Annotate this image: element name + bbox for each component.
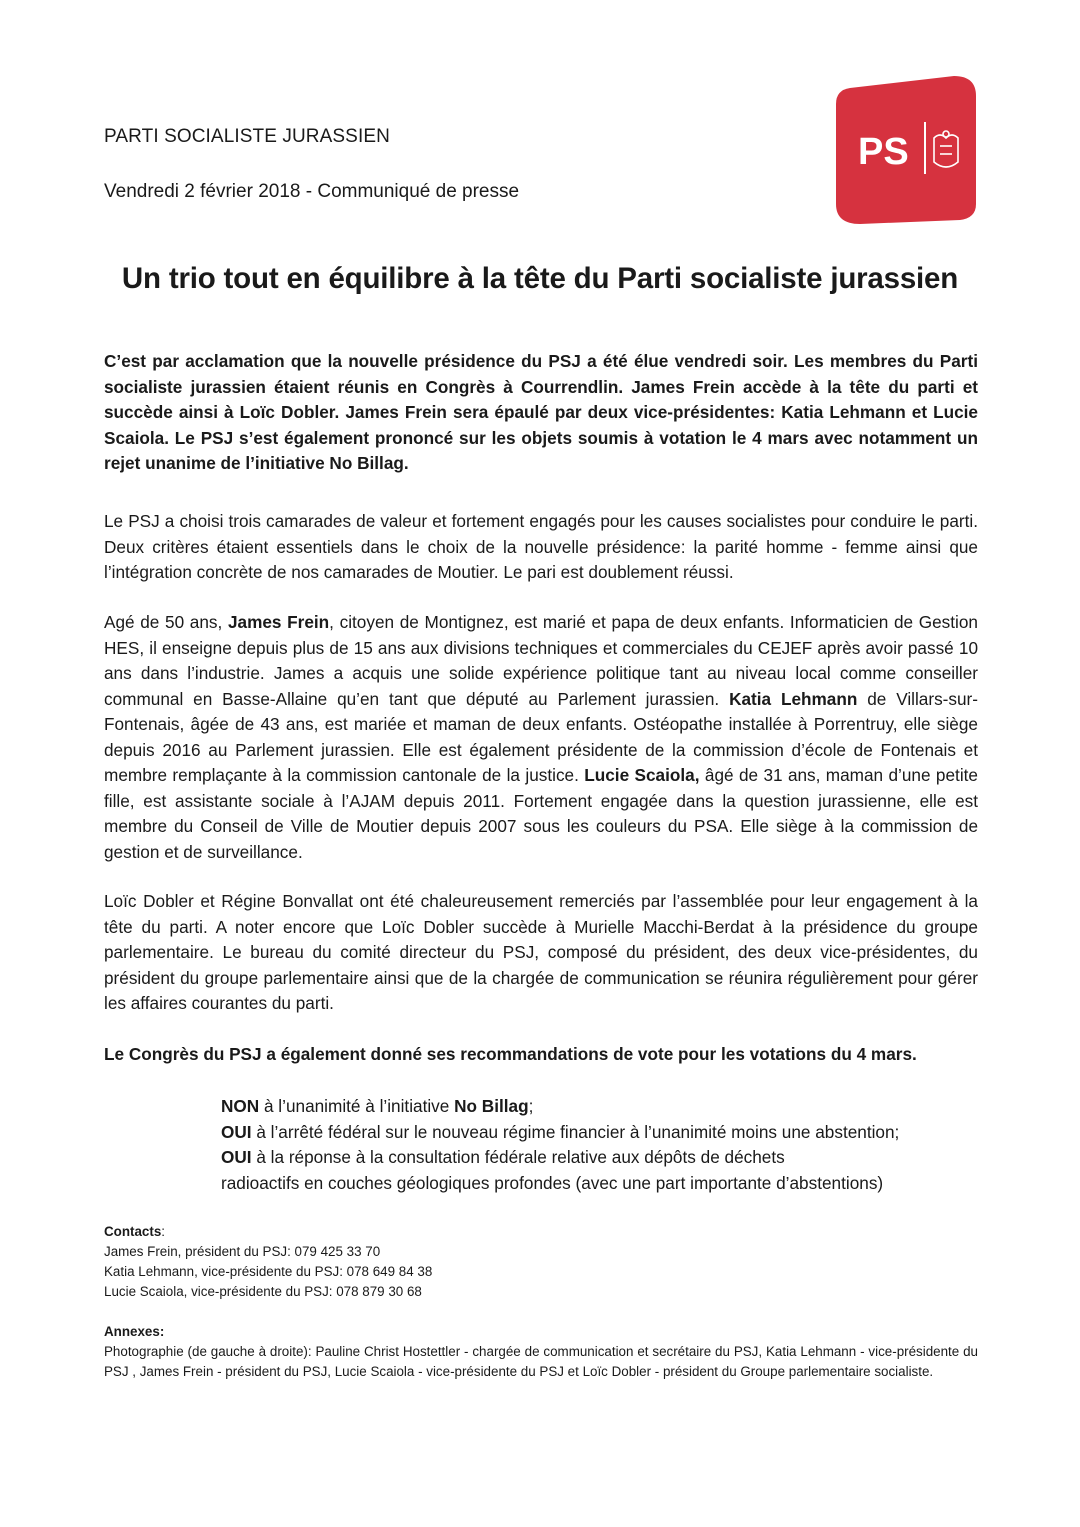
annexes-heading-label: Annexes:: [104, 1324, 165, 1339]
bio-text: , citoyen de Montignez, est marié et papa de deux enfants. Informaticien de Gestion HES, il enseigne depuis plus de 15 ans aux divisions techniques et commerciales du CEJEF après avoir passé 10 ans dans l’industrie. James a acquis une solide expérience politique tant au niveau local comme conseiller communal en Basse-Allaine qu’en tant que député au Parlement jurassien.: [104, 612, 978, 709]
bio-text: Agé de 50 ans,: [104, 612, 228, 632]
lead-paragraph: C’est par acclamation que la nouvelle présidence du PSJ a été élue vendredi soir. Les membres du Parti socialiste jurassien étaient réunis en Congrès à Courrendlin. James Frein accède à la tête du parti et succède ainsi à Loïc Dobler. James Frein sera épaulé par deux vice-présidentes: Katia Lehmann et Lucie Scaiola. Le PSJ s’est également prononcé sur les objets soumis à votation le 4 mars avec notamment un rejet unanime de l’initiative No Billag.: [104, 351, 978, 473]
annexes-block: [104, 1322, 978, 1382]
vote-recommendations: [221, 1094, 981, 1196]
vote-object: No Billag: [454, 1096, 529, 1116]
organization-name: PARTI SOCIALISTE JURASSIEN: [104, 126, 390, 147]
vote-label: OUI: [221, 1121, 252, 1142]
bio-text: de Villars-sur-Fontenais, âgée de 43 ans, est mariée et maman de deux enfants. Ostéopathe installée à Porrentruy, elle siège depuis 2016 au Parlement jurassien. Elle est également présidente de la commission d’école de Fontenais et membre remplaçante à la commission cantonale de la justice.: [104, 688, 979, 785]
annexes-text: Photographie (de gauche à droite): Pauline Christ Hostettler - chargée de communication et secrétaire du PSJ, Katia Lehmann - vice-présidente du PSJ , James Frein - président du PSJ, Lucie Scaiola - vice-présidente du PSJ et Loïc Dobler - président du Groupe parlementaire socialiste.: [104, 1344, 978, 1379]
vote-label: NON: [221, 1096, 260, 1116]
paragraph-thanks: Loïc Dobler et Régine Bonvallat ont été chaleureusement remerciés par l’assemblée pour leur engagement à la tête du parti. A noter encore que Loïc Dobler succède à Murielle Macchi-Berdat à la présidence du groupe parlementaire. Le bureau du comité directeur du PSJ, composé du président, des deux vice-présidentes, du président du groupe parlementaire ainsi que de la chargée de communication se réunira régulièrement pour gérer les affaires courantes du parti.: [104, 891, 978, 1013]
date-line: Vendredi 2 février 2018 - Communiqué de presse: [104, 181, 520, 202]
vote-item-dechets: [221, 1145, 981, 1171]
name-james-frein: James Frein: [227, 612, 330, 632]
vote-item-no-billag: [221, 1094, 981, 1120]
recommendations-intro: Le Congrès du PSJ a également donné ses recommandations de vote pour les votations du 4 mars.: [104, 1044, 917, 1064]
name-lucie-scaiola: Lucie Scaiola,: [584, 765, 700, 785]
contact-line: James Frein, président du PSJ: 079 425 33 70: [104, 1244, 381, 1259]
contacts-block: [104, 1222, 978, 1302]
page-title: Un trio tout en équilibre à la tête du Parti socialiste jurassien: [121, 262, 959, 295]
vote-item-regime-financier: [221, 1120, 981, 1146]
vote-text: à l’arrêté fédéral sur le nouveau régime financier à l’unanimité moins une abstention;: [251, 1121, 900, 1142]
paragraph-criteria: Le PSJ a choisi trois camarades de valeur et fortement engagés pour les causes socialistes pour conduire le parti. Deux critères étaient essentiels dans le choix de la nouvelle présidence: la parité homme - femme ainsi que l’intégration concrète de nos camarades de Moutier. Le pari est doublement réussi.: [104, 511, 978, 582]
vote-label: OUI: [221, 1147, 252, 1167]
ps-logo: [836, 76, 976, 224]
vote-text: à l’unanimité à l’initiative: [259, 1096, 455, 1116]
vote-item-dechets-cont: radioactifs en couches géologiques profondes (avec une part importante d’abstentions): [221, 1172, 884, 1193]
annexes-heading: [104, 1322, 978, 1342]
contact-line: Katia Lehmann, vice-présidente du PSJ: 078 649 84 38: [104, 1264, 433, 1279]
contacts-heading: [104, 1222, 978, 1242]
bio-text: âgé de 31 ans, maman d’une petite fille, est assistante sociale à l’AJAM depuis 2011. Fortement engagée dans la question jurassienne, elle est membre du Conseil de Ville de Moutier depuis 2007 sous les couleurs du PSA. Elle siège à la commission de gestion et de surveillance.: [104, 765, 978, 862]
contacts-colon: :: [161, 1224, 166, 1239]
logo-text: PS: [858, 131, 909, 173]
contact-line: Lucie Scaiola, vice-présidente du PSJ: 078 879 30 68: [104, 1284, 422, 1299]
paragraph-biographies: [104, 610, 978, 865]
vote-text: à la réponse à la consultation fédérale relative aux dépôts de déchets: [251, 1147, 785, 1167]
contacts-heading-label: Contacts: [104, 1224, 162, 1239]
name-katia-lehmann: Katia Lehmann: [729, 688, 858, 709]
vote-text: ;: [528, 1096, 534, 1116]
